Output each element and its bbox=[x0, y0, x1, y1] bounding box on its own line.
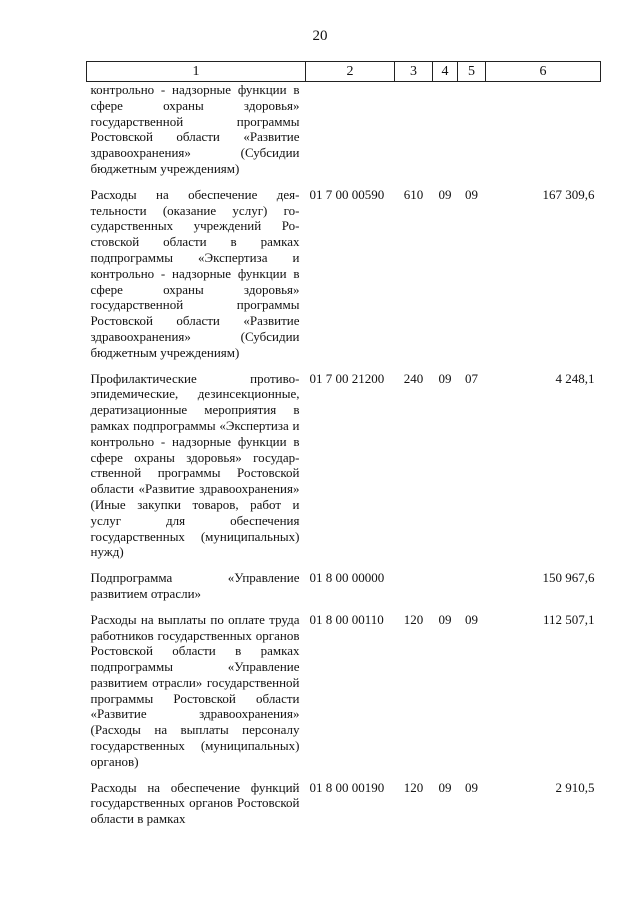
column-header-2: 2 bbox=[306, 62, 395, 82]
table-row bbox=[87, 570, 601, 612]
row-vr: 610 bbox=[403, 186, 424, 202]
row-name: Расходы на выплаты по оплате труда работников государственных органов Ростовской области в рамках подпрограммы «Управление развитием отрасли» государственной программы Ростовской области «Развитие здравоохранения» (Расходы на выплаты персоналу государственных (муниципальных) органов) bbox=[90, 611, 300, 769]
row-name: контрольно - надзорные функции в сфере охраны здоровья» государственной программы Ростовской области «Развитие здравоохранения» (Субсидии бюджетным учреждениям) bbox=[90, 82, 300, 176]
row-code: 01 7 00 00590 bbox=[309, 186, 385, 202]
table-row bbox=[87, 82, 601, 187]
row-rz: 09 bbox=[438, 370, 452, 386]
row-name: Расходы на обеспечение деятельности (оказание услуг) государственных учреждений Ростовской области в рамках подпрограммы «Экспертиза и контрольно - надзорные функции в сфере охраны здоровья» государственной программы Ростовской области «Развитие здравоохранения» (Субсидии бюджетным учреждениям) bbox=[90, 186, 300, 360]
column-header-5: 5 bbox=[458, 62, 486, 82]
column-header-6: 6 bbox=[486, 62, 601, 82]
row-code: 01 8 00 00190 bbox=[309, 779, 385, 795]
row-rz bbox=[433, 82, 458, 187]
row-rz: 09 bbox=[438, 186, 452, 202]
row-vr: 240 bbox=[403, 370, 424, 386]
row-code bbox=[306, 82, 395, 187]
table-row bbox=[87, 780, 601, 827]
table-row bbox=[87, 187, 601, 371]
table-row bbox=[87, 371, 601, 571]
row-code: 01 7 00 21200 bbox=[309, 370, 385, 386]
column-header-3: 3 bbox=[395, 62, 433, 82]
row-vr bbox=[395, 82, 433, 187]
table-header-row bbox=[87, 62, 601, 82]
row-rz: 09 bbox=[438, 779, 452, 795]
row-amount bbox=[486, 82, 601, 187]
row-amount: 150 967,6 bbox=[542, 570, 595, 586]
row-code: 01 8 00 00000 bbox=[309, 570, 385, 586]
row-vr: 120 bbox=[403, 779, 424, 795]
row-name: Профилактические противоэпидемические, дезинсекционные, дератизационные мероприятия в рамках подпрограммы «Экспертиза и контрольно - надзорные функции в сфере охраны здоровья» государственной программы Ростовской области «Развитие здравоохранения» (Иные закупки товаров, работ и услуг для обеспечения государственных (муниципальных) нужд) bbox=[90, 370, 300, 560]
row-amount: 2 910,5 bbox=[555, 779, 595, 795]
row-pr: 09 bbox=[465, 611, 478, 627]
column-header-1: 1 bbox=[87, 62, 306, 82]
row-rz: 09 bbox=[438, 611, 452, 627]
table-row bbox=[87, 612, 601, 780]
row-name: Подпрограмма «Управление развитием отрасли» bbox=[90, 570, 300, 601]
row-pr bbox=[458, 570, 486, 612]
row-vr bbox=[395, 570, 433, 612]
row-amount: 112 507,1 bbox=[542, 611, 595, 627]
row-pr: 07 bbox=[465, 370, 478, 386]
page-number: 20 bbox=[312, 28, 328, 44]
budget-table bbox=[86, 61, 601, 827]
row-pr: 09 bbox=[465, 186, 478, 202]
row-name: Расходы на обеспечение функций государственных органов Ростовской области в рамках bbox=[90, 779, 300, 827]
row-pr bbox=[458, 82, 486, 187]
row-pr: 09 bbox=[465, 779, 478, 795]
row-amount: 167 309,6 bbox=[542, 186, 595, 202]
row-rz bbox=[433, 570, 458, 612]
row-amount: 4 248,1 bbox=[555, 370, 595, 386]
column-header-4: 4 bbox=[433, 62, 458, 82]
row-code: 01 8 00 00110 bbox=[309, 611, 384, 627]
row-vr: 120 bbox=[403, 611, 424, 627]
